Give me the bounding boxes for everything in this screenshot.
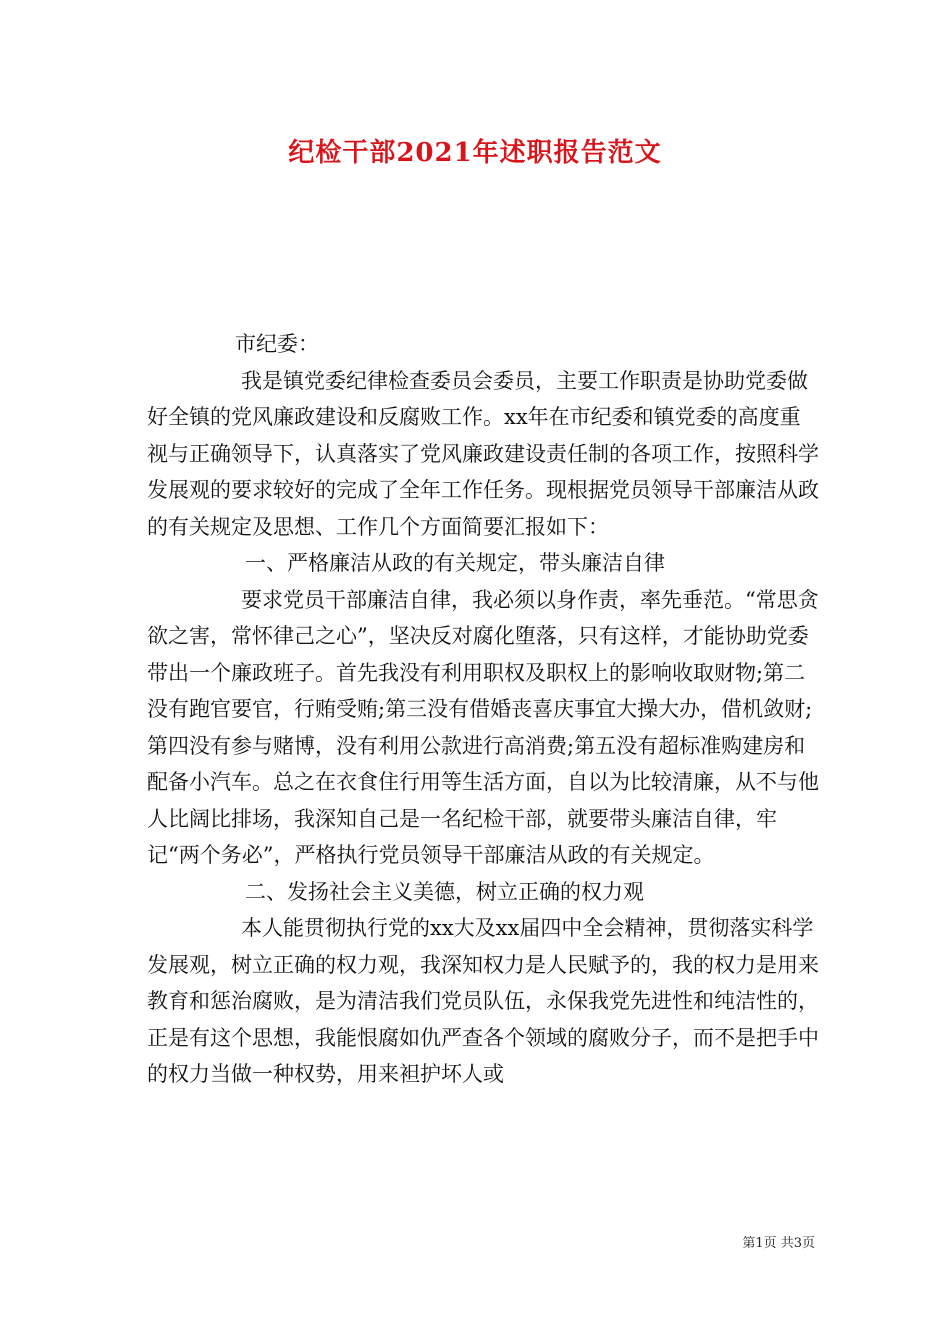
section-heading-1: 一、严格廉洁从政的有关规定，带头廉洁自律 bbox=[245, 551, 665, 575]
paragraph-intro: 我是镇党委纪律检查委员会委员，主要工作职责是协助党委做好全镇的党风廉政建设和反腐败工作。xx年在市纪委和镇党委的高度重视与正确领导下，认真落实了党风廉政建设责任制的各项工作，按照科学发展观的要求较好的完成了全年工作任务。现根据党员领导干部廉洁从政的有关规定及思想、工作几个方面简要汇报如下： bbox=[147, 368, 819, 539]
document-body bbox=[147, 326, 819, 1093]
paragraph-section-1: 要求党员干部廉洁自律，我必须以身作责，率先垂范。“常思贪欲之害，常怀律己之心”，坚决反对腐化堕落，只有这样，才能协助党委带出一个廉政班子。首先我没有利用职权及职权上的影响收取财物;第二没有跑官要官，行贿受贿;第三没有借婚丧喜庆事宜大操大办，借机敛财;第四没有参与赌博，没有利用公款进行高消费;第五没有超标准购建房和配备小汽车。总之在衣食住行用等生活方面，自以为比较清廉，从不与他人比阔比排场，我深知自己是一名纪检干部，就要带头廉洁自律，牢记“两个务必”，严格执行党员领导干部廉洁从政的有关规定。 bbox=[147, 587, 819, 867]
salutation: 市纪委： bbox=[235, 332, 319, 356]
page-footer: 第1页 共3页 bbox=[742, 1236, 815, 1251]
section-heading-2: 二、发扬社会主义美德，树立正确的权力观 bbox=[245, 879, 644, 904]
document-title: 纪检干部2021年述职报告范文 bbox=[288, 138, 662, 168]
paragraph-section-2: 本人能贯彻执行党的xx大及xx届四中全会精神，贯彻落实科学发展观，树立正确的权力观，我深知权力是人民赋予的，我的权力是用来教育和惩治腐败，是为清洁我们党员队伍，永保我党先进性和纯洁性的，正是有这个思想，我能恨腐如仇严查各个领域的腐败分子，而不是把手中的权力当做一种权势，用来袒护坏人或 bbox=[147, 916, 819, 1086]
